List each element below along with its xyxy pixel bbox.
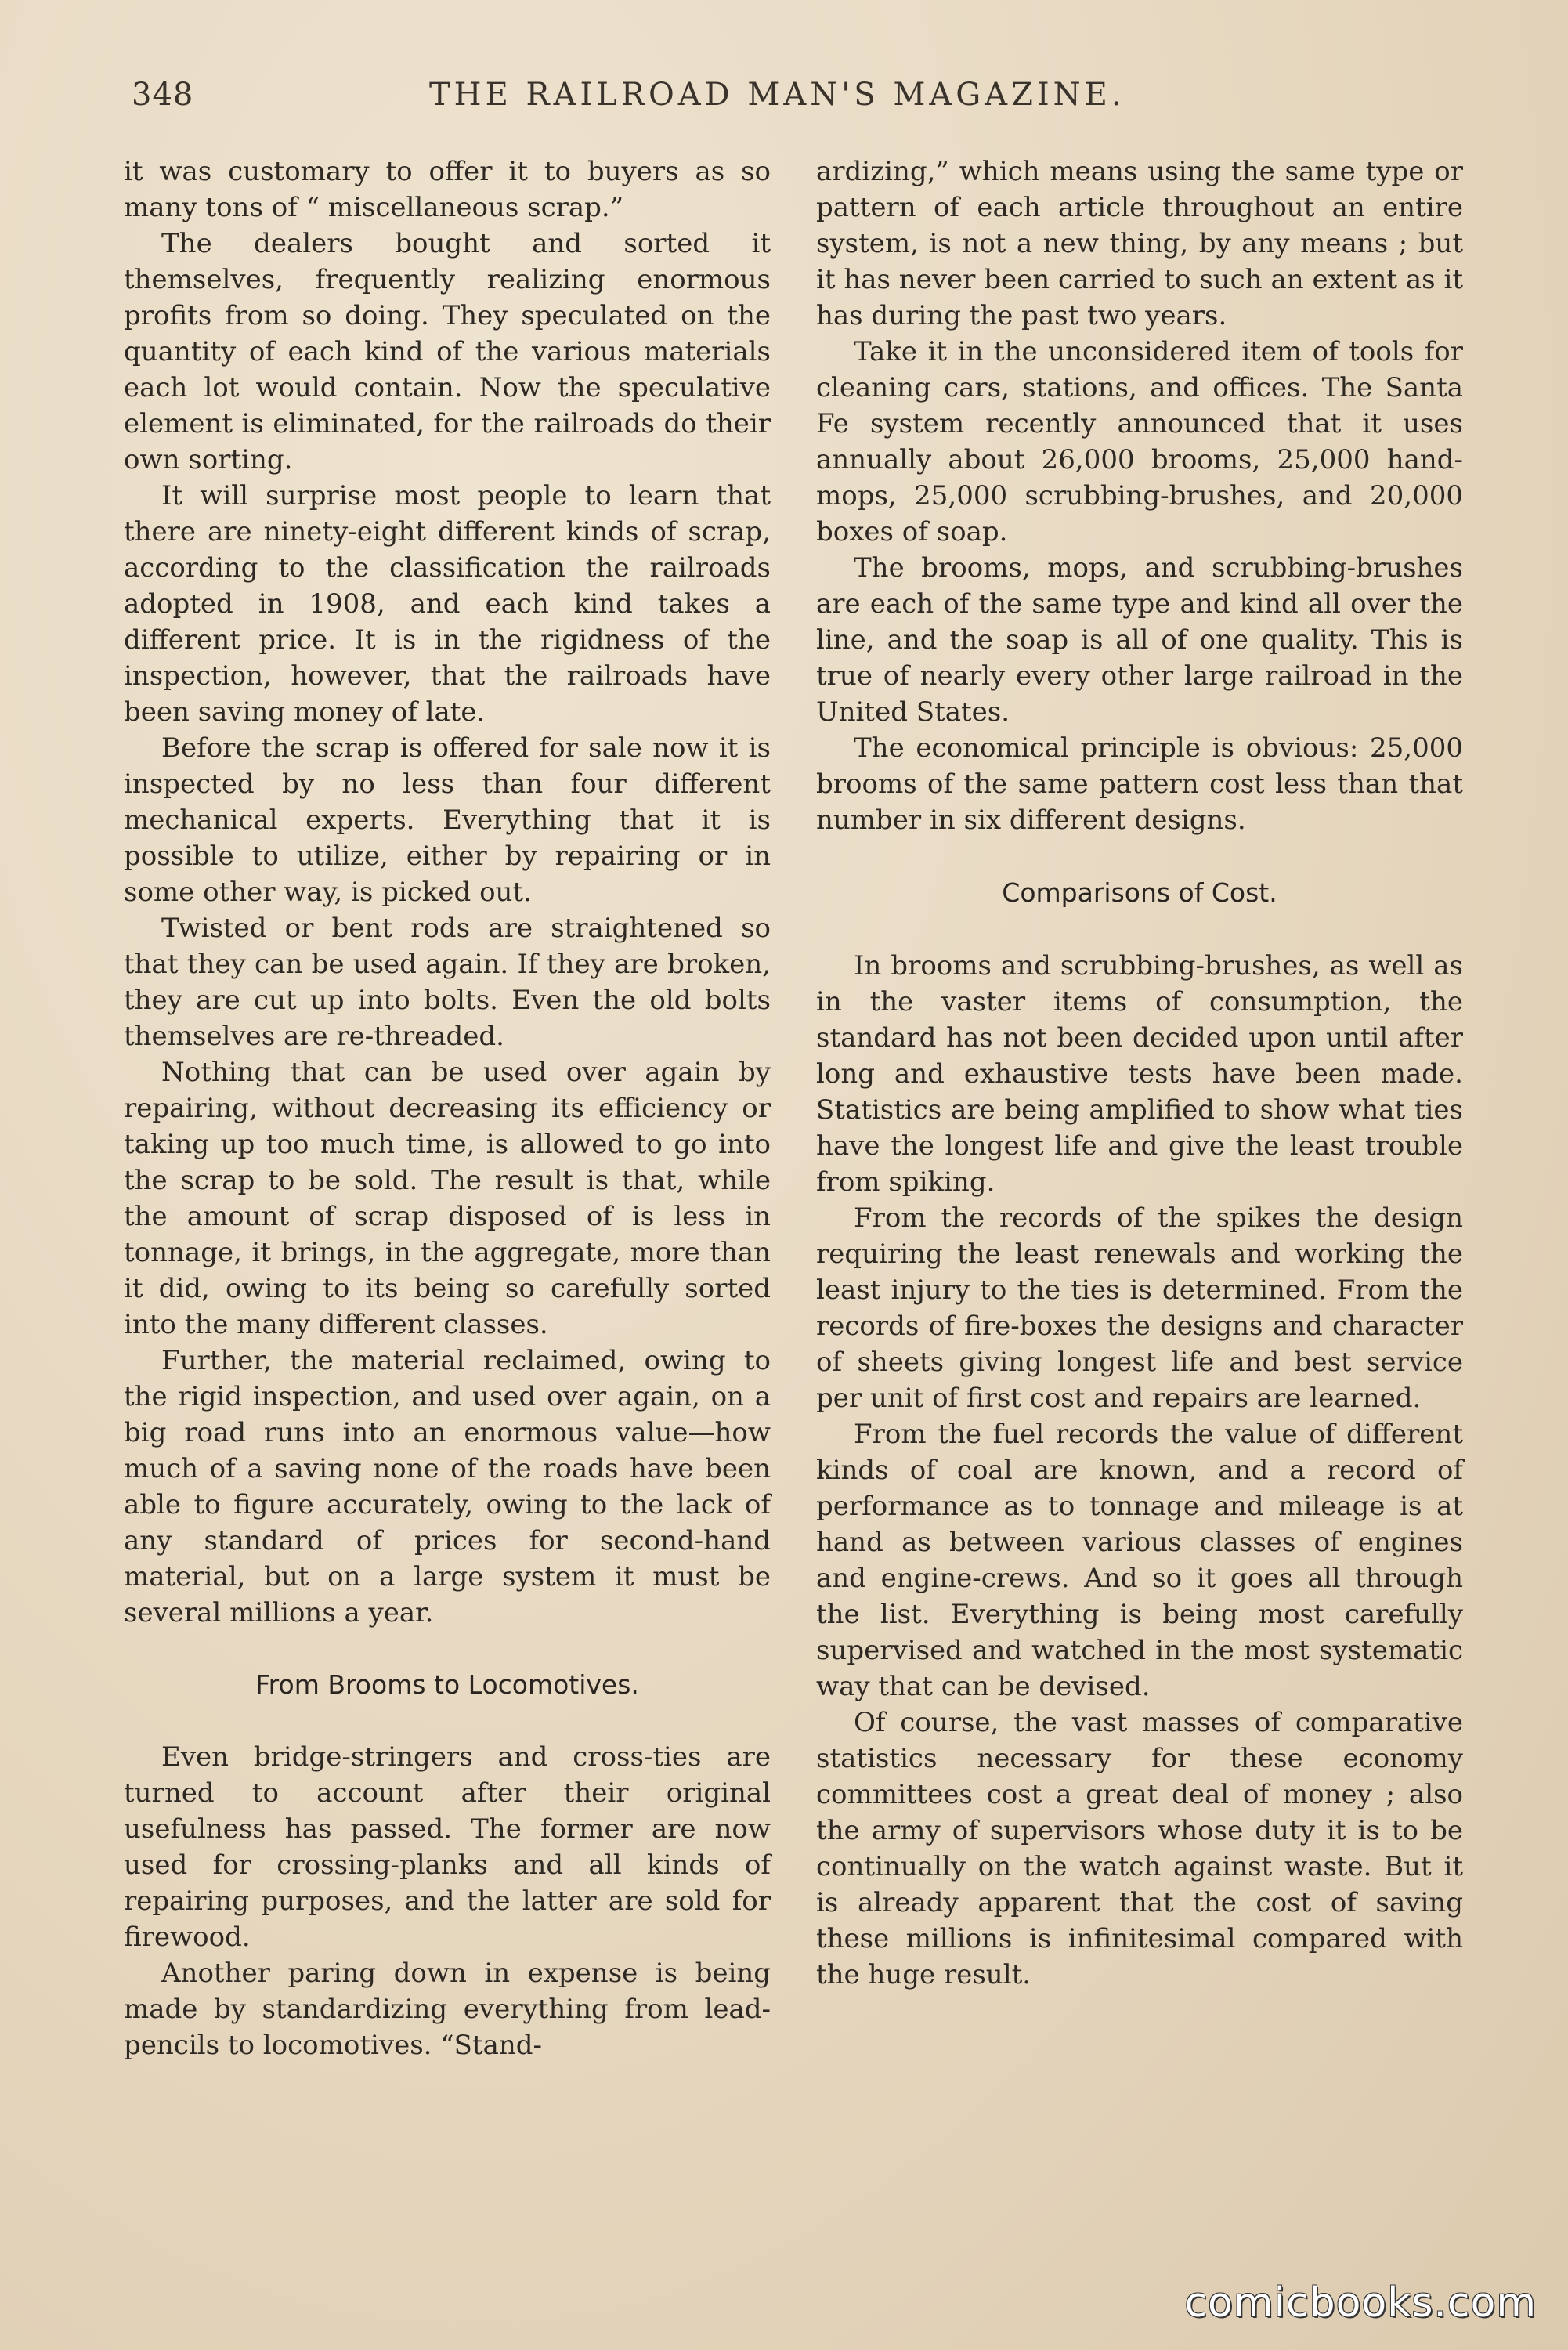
paragraph: Before the scrap is offered for sale now it is inspected by no less than four different mechanical experts. Everything that it is possible to utilize, either by repairing or in some other way, is picked out. bbox=[124, 732, 771, 908]
paragraph: ardizing,” which means using the same type or pattern of each article throughout an entire system, is not a new thing, by any means ; but it has never been carried to such an extent as it has during the past two years. bbox=[816, 156, 1463, 331]
running-title: THE RAILROAD MAN'S MAGAZINE. bbox=[429, 77, 1125, 113]
left-column bbox=[124, 154, 771, 2063]
paragraph: The dealers bought and sorted it themselves, frequently realizing enormous profits from so doing. They speculated on the quantity of each kind of the various materials each lot would contain. Now the speculative element is eliminated, for the railroads do their own sorting. bbox=[124, 228, 771, 475]
page-header bbox=[132, 77, 1463, 124]
section-heading: From Brooms to Locomotives. bbox=[255, 1669, 639, 1700]
paragraph: Nothing that can be used over again by repairing, without decreasing its efficiency or taking up too much time, is allowed to go into the scrap to be sold. The result is that, while the amount of scrap disposed of is less in tonnage, it brings, in the aggregate, more than it did, owing to its being so carefully sorted into the many different classes. bbox=[124, 1057, 771, 1340]
paragraph: Of course, the vast masses of comparative statistics necessary for these economy committees cost a great deal of money ; also the army of supervisors whose duty it is to be continually on the watch against waste. But it is already apparent that the cost of saving these millions is infinitesimal compared with the huge result. bbox=[816, 1707, 1463, 1990]
paragraph: Further, the material reclaimed, owing to the rigid inspection, and used over again, on a big road runs into an enormous value—how much of a saving none of the roads have been able to figure accurately, owing to the lack of any standard of prices for second-hand material, but on a large system it must be several millions a year. bbox=[124, 1345, 771, 1629]
paragraph: The brooms, mops, and scrubbing-brushes are each of the same type and kind all over the line, and the soap is all of one quality. This is true of nearly every other large railroad in the United States. bbox=[816, 552, 1463, 728]
paragraph: Another paring down in expense is being made by standardizing everything from lead-pencils to locomotives. “Stand- bbox=[124, 1958, 771, 2061]
paragraph: Twisted or bent rods are straightened so that they can be used again. If they are broken, they are cut up into bolts. Even the old bolts themselves are re-threaded. bbox=[124, 913, 771, 1052]
watermark-logo: comicbooks.com bbox=[1184, 2280, 1537, 2326]
paragraph: From the records of the spikes the design requiring the least renewals and working the least injury to the ties is determined. From the records of fire-boxes the designs and character of sheets giving longest life and best service per unit of first cost and repairs are learned. bbox=[816, 1202, 1463, 1414]
section-heading: Comparisons of Cost. bbox=[1002, 877, 1277, 908]
page-number: 348 bbox=[132, 77, 194, 113]
right-column bbox=[816, 154, 1463, 1993]
paragraph: Even bridge-stringers and cross-ties are turned to account after their original usefulness has passed. The former are now used for crossing-planks and all kinds of repairing purposes, and the latter are sold for firewood. bbox=[124, 1741, 771, 1953]
paragraph: It will surprise most people to learn that there are ninety-eight different kinds of scrap, according to the classification the railroads adopted in 1908, and each kind takes a different price. It is in the rigidness of the inspection, however, that the railroads have been saving money of late. bbox=[124, 480, 771, 728]
paragraph: From the fuel records the value of different kinds of coal are known, and a record of performance as to tonnage and mileage is at hand as between various classes of engines and engine-crews. And so it goes all through the list. Everything is being most carefully supervised and watched in the most systematic way that can be devised. bbox=[816, 1419, 1463, 1702]
paragraph: The economical principle is obvious: 25,000 brooms of the same pattern cost less than that number in six different designs. bbox=[816, 732, 1463, 836]
paragraph: In brooms and scrubbing-brushes, as well as in the vaster items of consumption, the standard has not been decided upon until after long and exhaustive tests have been made. Statistics are being amplified to show what ties have the longest life and give the least trouble from spiking. bbox=[816, 950, 1463, 1198]
paragraph: it was customary to offer it to buyers as so many tons of “ miscellaneous scrap.” bbox=[124, 156, 771, 223]
paragraph: Take it in the unconsidered item of tools for cleaning cars, stations, and offices. The Santa Fe system recently announced that it uses annually about 26,000 brooms, 25,000 hand-mops, 25,000 scrubbing-brushes, and 20,000 boxes of soap. bbox=[816, 336, 1463, 548]
